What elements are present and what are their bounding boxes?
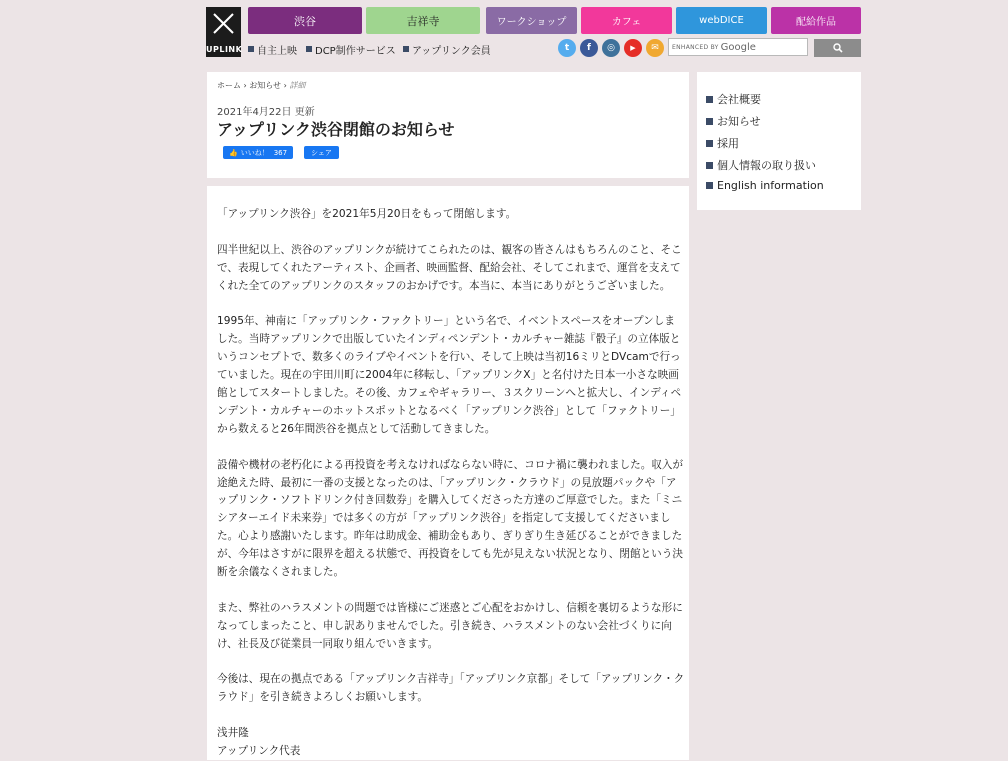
article-body (217, 206, 685, 761)
breadcrumb-news[interactable]: お知らせ (249, 81, 282, 90)
like-count: 367 (273, 148, 288, 157)
nav-shibuya[interactable]: 渋谷 (248, 7, 362, 34)
nav-webdice[interactable]: webDICE (676, 7, 767, 34)
search-button[interactable] (814, 39, 861, 57)
youtube-icon[interactable]: ▶ (624, 39, 642, 57)
breadcrumb-home[interactable]: ホーム (217, 81, 241, 90)
bullet-icon (706, 118, 713, 125)
logo-text: UPLINK (206, 45, 243, 54)
facebook-icon[interactable]: f (580, 39, 598, 57)
article-paragraph: 1995年、神南に「アップリンク・ファクトリー」という名で、イベントスペースをオープンしました。当時アップリンクで出版していたインディペンデント・カルチャー雑誌『骰子』の立体版というコンセプトで、数多くのライブやイベントを行い、そして上映は当初16ミリとDVcamで行っていました。現在の宇田川町に2004年に移転し、「アップリンクX」と名付けた日本一小さな映画館としてスタートしました。その後、カフェやギャラリー、３スクリーンへと拡大し、インディペンデント・カルチャーのホットスポットとなるべく「アップリンク渋谷」として「ファクトリー」から数えると26年間渋谷を拠点として活動してきました。 (217, 315, 682, 435)
x-mark-icon (211, 11, 236, 36)
instagram-icon[interactable]: ◎ (602, 39, 620, 57)
signature-name: 浅井隆 (217, 727, 249, 740)
breadcrumb (217, 80, 305, 91)
nav-distribution[interactable]: 配給作品 (771, 7, 861, 34)
uplink-logo[interactable] (206, 7, 241, 57)
sidebar-item-label: 採用 (717, 137, 739, 150)
subnav-dcp[interactable] (306, 42, 396, 56)
thumbs-up-icon: 👍 (229, 148, 238, 157)
search-google-label: Google (720, 41, 756, 53)
sidebar-item-recruit[interactable] (706, 135, 739, 151)
mail-icon[interactable]: ✉ (646, 39, 664, 57)
article-paragraph: 今後は、現在の拠点である「アップリンク吉祥寺」「アップリンク京都」そして「アップリンク・クラウド」を引き続きよろしくお願いします。 (217, 673, 685, 704)
like-label: いいね！ (240, 148, 269, 157)
article-date: 2021年4月22日 更新 (217, 107, 315, 118)
subnav-label: 自主上映 (257, 45, 297, 57)
nav-kichijoji[interactable]: 吉祥寺 (366, 7, 480, 34)
sidebar-item-english[interactable] (706, 179, 824, 192)
subnav-member[interactable] (403, 42, 491, 56)
nav-workshop[interactable]: ワークショップ (486, 7, 577, 34)
bullet-icon (248, 46, 254, 52)
bullet-icon (403, 46, 409, 52)
bullet-icon (706, 182, 713, 189)
signature-role: アップリンク代表 (217, 745, 301, 758)
sidebar-item-label: お知らせ (717, 115, 761, 128)
bullet-icon (306, 46, 312, 52)
subnav-label: アップリンク会員 (412, 45, 491, 57)
search-icon (833, 43, 843, 53)
article-paragraph: 四半世紀以上、渋谷のアップリンクが続けてこられたのは、観客の皆さんはもちろんのこと、そこで、表現してくれたアーティスト、企画者、映画監督、配給会社、そしてこれまで、運営を支えてくれた全てのアップリンクのスタッフのおかげです。本当に、本当にありがとうございました。 (217, 243, 682, 292)
page-title: アップリンク渋谷閉館のお知らせ (217, 120, 455, 139)
bullet-icon (706, 140, 713, 147)
bullet-icon (706, 162, 713, 169)
facebook-share-button[interactable]: シェア (304, 146, 339, 159)
search-input[interactable] (668, 38, 808, 56)
sidebar-item-privacy[interactable] (706, 157, 816, 173)
subnav-self-screening[interactable] (248, 42, 297, 56)
search-enhanced-label: ENHANCED BY (672, 43, 719, 51)
breadcrumb-sep: › (243, 81, 247, 90)
bullet-icon (706, 96, 713, 103)
article-paragraph: 設備や機材の老朽化による再投資を考えなければならない時に、コロナ禍に襲われました。収入が途絶えた時、最初に一番の支援となったのは、「アップリンク・クラウド」の見放題パックや「アップリンク・ソフトドリンク付き回数券」を購入してくださった方達のご厚意でした。また「ミニシアターエイド未来券」では多くの方が「アップリンク渋谷」を指定して支援してくださいました。心より感謝いたします。昨年は助成金、補助金もあり、ぎりぎり生き延びることができましたが、今年はさすがに限界を超える状態で、再投資をしても先が見えない状況となり、閉館という決断を余儀なくされました。 (217, 458, 684, 579)
article-paragraph: また、弊社のハラスメントの問題では皆様にご迷惑とご心配をおかけし、信頼を裏切るような形になってしまったこと、申し訳ありませんでした。引き続き、ハラスメントのない会社づくりに向け、社長及び従業員一同取り組んでいきます。 (217, 601, 683, 650)
nav-cafe[interactable]: カフェ (581, 7, 672, 34)
sidebar-item-company[interactable] (706, 91, 761, 107)
sidebar-item-label: English information (717, 179, 824, 192)
sidebar-item-news[interactable] (706, 113, 761, 129)
article-paragraph: 「アップリンク渋谷」を2021年5月20日をもって閉館します。 (217, 208, 517, 220)
breadcrumb-sep: › (283, 81, 287, 90)
sidebar-item-label: 会社概要 (717, 93, 761, 106)
sidebar-item-label: 個人情報の取り扱い (717, 159, 816, 172)
twitter-icon[interactable]: t (558, 39, 576, 57)
breadcrumb-current: 詳細 (289, 81, 306, 90)
facebook-like-button[interactable] (223, 146, 293, 159)
subnav-label: DCP制作サービス (315, 45, 396, 57)
